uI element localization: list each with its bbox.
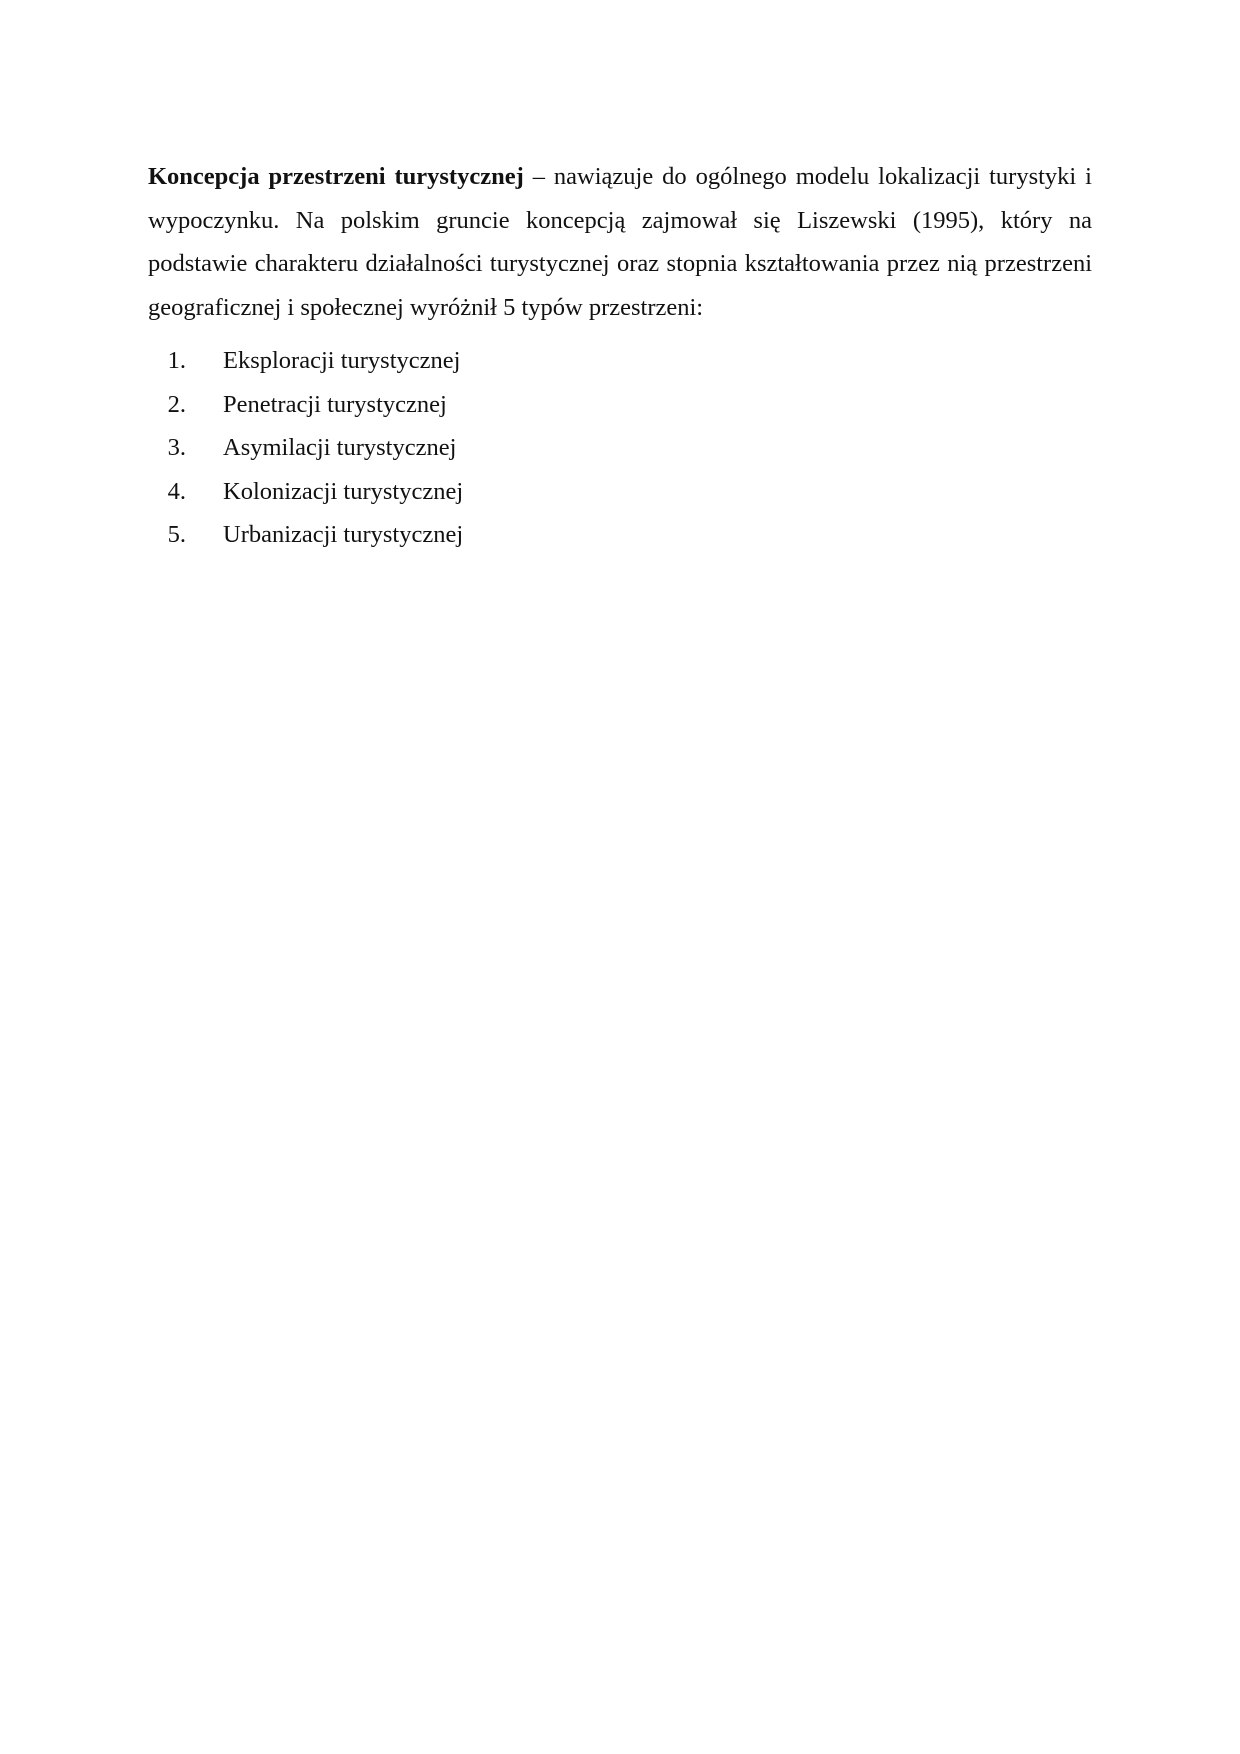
- list-item-label: Asymilacji turystycznej: [223, 434, 457, 461]
- document-body: [148, 155, 1092, 557]
- list-item: [148, 470, 1092, 514]
- list-item-number: 1.: [167, 347, 186, 374]
- list-item-number: 4.: [167, 477, 186, 505]
- list-item-label: Penetracji turystycznej: [223, 390, 447, 418]
- list-item-label: Eksploracji turystycznej: [223, 347, 461, 374]
- list-item: [148, 383, 1092, 427]
- defined-term: Koncepcja przestrzeni turystycznej: [148, 163, 524, 190]
- list-item-number: 2.: [167, 390, 186, 418]
- list-item-label: Urbanizacji turystycznej: [223, 521, 464, 548]
- list-item-number: 3.: [167, 434, 186, 461]
- intro-text: – nawiązuje do ogólnego modelu lokalizacji turystyki i wypoczynku. Na polskim gruncie koncepcją zajmował się Liszewski (1995), który na podstawie charakteru działalności turystycznej oraz stopnia kształtowania przez nią przestrzeni geograficznej i społecznej wyróżnił 5 typów przestrzeni:: [148, 163, 1092, 321]
- list-item: [148, 339, 1092, 383]
- list-item-label: Kolonizacji turystycznej: [223, 477, 464, 505]
- space-types-list: [148, 339, 1092, 557]
- list-item: [148, 426, 1092, 470]
- intro-paragraph: [148, 155, 1092, 329]
- list-item-number: 5.: [167, 521, 186, 548]
- list-item: [148, 513, 1092, 557]
